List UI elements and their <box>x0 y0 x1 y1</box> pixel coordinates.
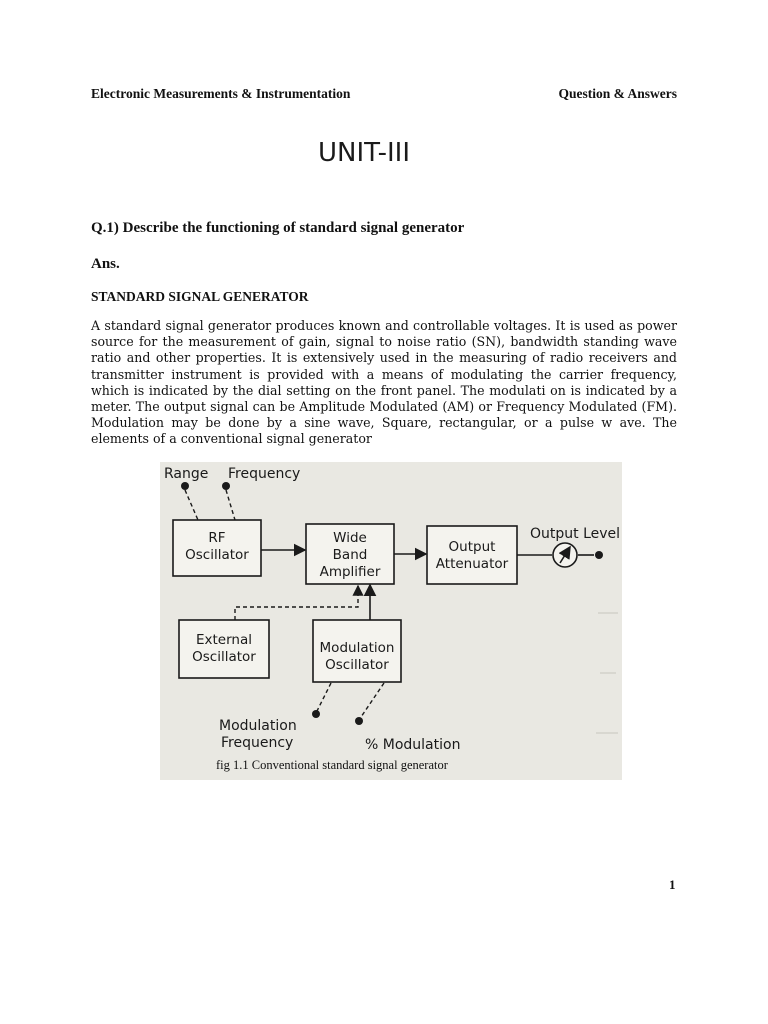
rf-oscillator-block <box>173 520 261 576</box>
external-oscillator-block <box>179 620 269 678</box>
frequency-label: Frequency <box>228 466 301 482</box>
attenuator-line2: Attenuator <box>435 556 509 572</box>
modulation-frequency-knob-icon <box>312 710 320 718</box>
answer-label: Ans. <box>91 256 120 272</box>
frequency-knob-icon <box>222 482 230 490</box>
output-level-meter <box>530 526 620 567</box>
rf-oscillator-line1: RF <box>208 530 226 546</box>
amplifier-line1: Wide <box>333 530 367 546</box>
percent-modulation-knob-icon <box>355 717 363 725</box>
modulation-frequency-line1: Modulation <box>219 718 297 734</box>
modulation-frequency-control <box>219 683 331 751</box>
output-level-label: Output Level <box>530 526 621 542</box>
body-paragraph: A standard signal generator produces known and controllable voltages. It is used as power source for the measurement of gain, signal to noise ratio (SN), bandwidth standing wave ratio and other properties. It is extensively used in the measuring of radio receivers and transmitter instrument is provided with a means of modulating the carrier frequency, which is indicated by the dial setting on the front panel. The modulati on is indicated by a meter. The output signal can be Amplitude Modulated (AM) or Frequency Modulated (FM). Modulation may be done by a sine wave, Square, rectangular, or a pulse w ave. The elements of a conventional signal generator <box>91 318 677 447</box>
range-knob-icon <box>181 482 189 490</box>
amplifier-line2: Band <box>332 547 368 563</box>
scan-bleed-through <box>596 612 618 734</box>
range-label: Range <box>164 466 209 482</box>
percent-modulation-label: % Modulation <box>365 737 461 753</box>
frequency-control <box>222 466 300 520</box>
block-diagram <box>160 462 622 780</box>
output-attenuator-block <box>427 526 517 584</box>
page-number: 1 <box>669 877 676 892</box>
unit-title: UNIT-III <box>317 138 411 168</box>
block-diagram-figure <box>160 462 622 780</box>
modulation-oscillator-block <box>313 620 401 682</box>
output-terminal-icon <box>595 551 603 559</box>
header-doc-type: Question & Answers <box>558 86 677 101</box>
rf-oscillator-line2: Oscillator <box>185 547 249 563</box>
wide-band-amplifier-block <box>306 524 394 584</box>
modulation-frequency-line2: Frequency <box>221 735 294 751</box>
figure-caption: fig 1.1 Conventional standard signal generator <box>216 758 448 772</box>
modulation-oscillator-line1: Modulation <box>319 640 395 656</box>
signal-paths <box>235 550 594 620</box>
percent-modulation-control <box>355 683 460 753</box>
header-course-title: Electronic Measurements & Instrumentation <box>91 86 351 101</box>
attenuator-line1: Output <box>448 539 496 555</box>
range-control <box>164 466 208 520</box>
section-heading: STANDARD SIGNAL GENERATOR <box>91 289 309 304</box>
external-oscillator-line1: External <box>195 632 253 648</box>
external-oscillator-line2: Oscillator <box>192 649 256 665</box>
question-heading: Q.1) Describe the functioning of standard signal generator <box>91 220 465 236</box>
modulation-oscillator-line2: Oscillator <box>325 657 389 673</box>
amplifier-line3: Amplifier <box>319 564 381 580</box>
